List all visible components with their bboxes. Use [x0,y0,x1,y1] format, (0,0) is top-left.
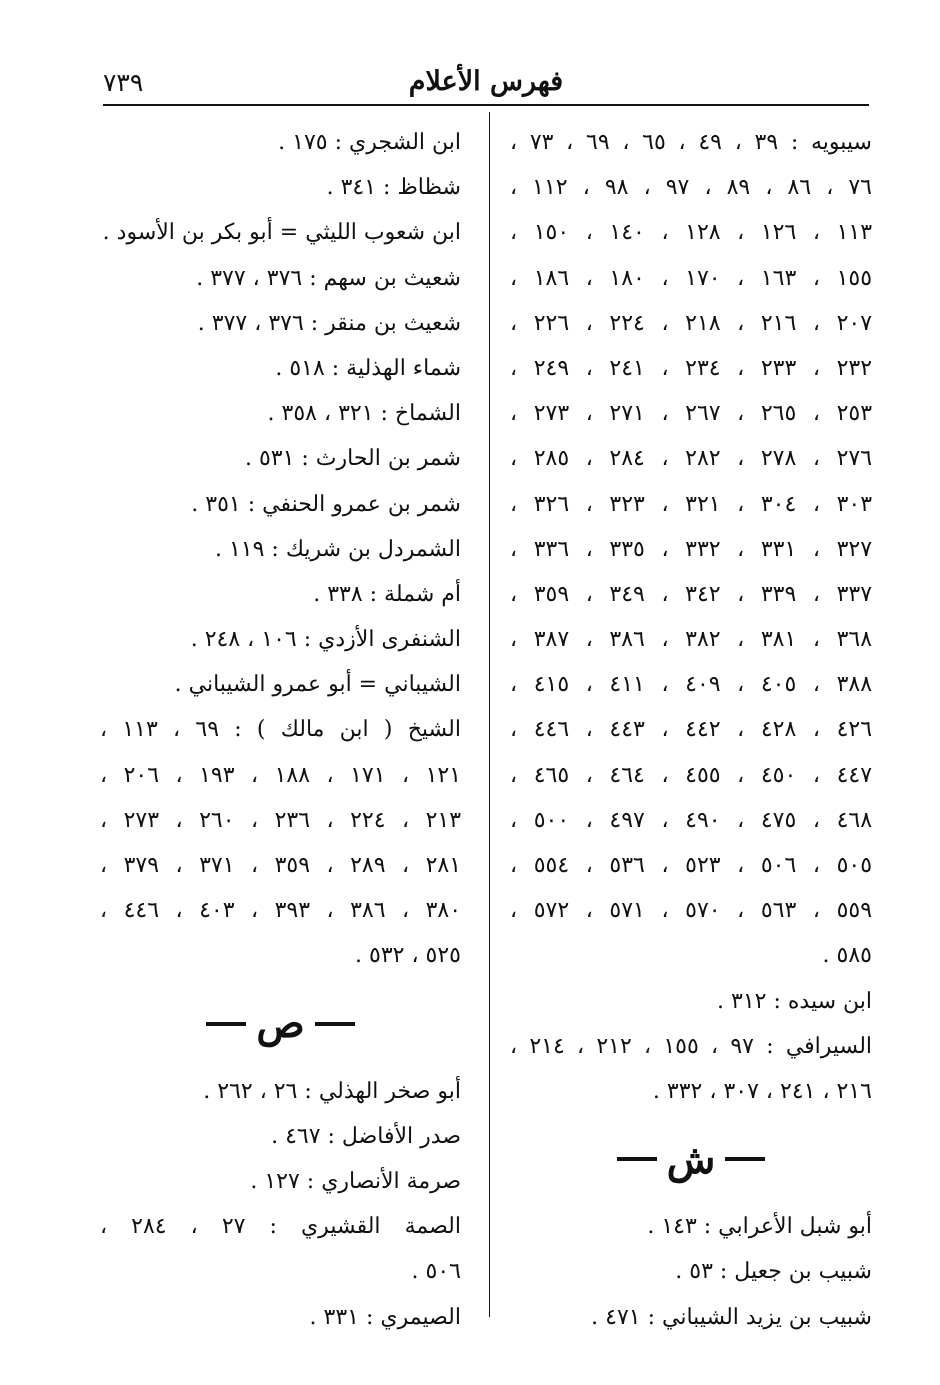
index-entry-line: ٥٨٥ . [822,943,872,969]
index-entry-line: ٣٣٧ ، ٣٣٩ ، ٣٤٢ ، ٣٤٩ ، ٣٥٩ ، [510,581,873,607]
page-header [103,66,869,106]
index-entry-line: سيبويه : ٣٩ ، ٤٩ ، ٦٥ ، ٦٩ ، ٧٣ ، [510,130,872,155]
index-entry-line: ابن سيده : ٣١٢ . [717,988,872,1014]
index-entry-line: أم شملة : ٣٣٨ . [313,581,461,607]
index-entry-line: ٤٦٨ ، ٤٧٥ ، ٤٩٠ ، ٤٩٧ ، ٥٠٠ ، [510,807,873,833]
index-entry-line: ٣٦٨ ، ٣٨١ ، ٣٨٢ ، ٣٨٦ ، ٣٨٧ ، [510,627,873,653]
index-entry-line: ٥٢٥ ، ٥٣٢ . [355,943,461,969]
index-entry-line: الشيباني = أبو عمرو الشيباني . [174,672,461,698]
index-entry-line: ٣٨٠ ، ٣٨٦ ، ٣٩٣ ، ٤٠٣ ، ٤٤٦ ، [100,898,462,924]
index-entry-line: صرمة الأنصاري : ١٢٧ . [250,1168,461,1194]
heading-dash [206,1022,246,1026]
index-entry-line: شماء الهذلية : ٥١٨ . [275,355,461,381]
index-entry-line: شعيث بن منقر : ٣٧٦ ، ٣٧٧ . [197,310,461,336]
index-entry-line: أبو شبل الأعرابي : ١٤٣ . [647,1214,872,1240]
index-entry-line: شبيب بن يزيد الشيباني : ٤٧١ . [591,1304,872,1330]
heading-dash [725,1157,765,1161]
index-entry-line: ٣٢٧ ، ٣٣١ ، ٣٣٢ ، ٣٣٥ ، ٣٣٦ ، [510,536,873,562]
index-entry-line: شبيب بن جعيل : ٥٣ . [675,1259,872,1285]
right-column [510,120,872,1340]
index-entry-line: شظاظ : ٣٤١ . [326,175,461,201]
index-entry-line: شمر بن الحارث : ٥٣١ . [244,446,461,472]
index-entry-line: شعيث بن سهم : ٣٧٦ ، ٣٧٧ . [196,265,461,291]
heading-letter: ص [256,1000,305,1048]
index-entry-line: ٢٠٧ ، ٢١٦ ، ٢١٨ ، ٢٢٤ ، ٢٢٦ ، [510,310,873,336]
page-title: فهرس الأعلام [408,66,564,97]
heading-dash [617,1157,657,1161]
index-entry-line: ١١٣ ، ١٢٦ ، ١٢٨ ، ١٤٠ ، ١٥٠ ، [510,220,873,246]
index-entry-line: ٢٥٣ ، ٢٦٥ ، ٢٦٧ ، ٢٧١ ، ٢٧٣ ، [510,401,873,427]
column-divider [489,112,490,1317]
index-entry-line: ٥٥٩ ، ٥٦٣ ، ٥٧٠ ، ٥٧١ ، ٥٧٢ ، [510,898,873,924]
index-entry-line: صدر الأفاضل : ٤٦٧ . [271,1123,461,1149]
heading-dash [315,1022,355,1026]
index-entry-line: الشنفرى الأزدي : ١٠٦ ، ٢٤٨ . [190,627,461,653]
page-number: ٧٣٩ [103,68,144,97]
heading-letter: ش [666,1135,716,1183]
index-entry-line: ابن شعوب الليثي = أبو بكر بن الأسود . [102,220,461,246]
index-entry-line: ٣٨٨ ، ٤٠٥ ، ٤٠٩ ، ٤١١ ، ٤١٥ ، [510,672,873,698]
index-entry-line: ٤٤٧ ، ٤٥٠ ، ٤٥٥ ، ٤٦٤ ، ٤٦٥ ، [510,762,873,788]
index-entry-line: ٢١٦ ، ٢٤١ ، ٣٠٧ ، ٣٣٢ . [652,1078,872,1104]
index-entry-line: ٢١٣ ، ٢٢٤ ، ٢٣٦ ، ٢٦٠ ، ٢٧٣ ، [100,807,462,833]
index-entry-line: ٢٨١ ، ٢٨٩ ، ٣٥٩ ، ٣٧١ ، ٣٧٩ ، [100,853,462,878]
index-entry-line: الشيخ ( ابن مالك ) : ٦٩ ، ١١٣ ، [100,717,461,743]
index-entry-line: ٧٦ ، ٨٦ ، ٨٩ ، ٩٧ ، ٩٨ ، ١١٢ ، [510,175,872,201]
index-entry-line: شمر بن عمرو الحنفي : ٣٥١ . [191,491,461,517]
index-entry-line: ٤٢٦ ، ٤٢٨ ، ٤٤٢ ، ٤٤٣ ، ٤٤٦ ، [510,717,873,743]
index-entry-line: ٢٣٢ ، ٢٣٣ ، ٢٣٤ ، ٢٤١ ، ٢٤٩ ، [510,355,873,381]
section-letter-heading [510,1114,872,1204]
index-entry-line: السيرافي : ٩٧ ، ١٥٥ ، ٢١٢ ، ٢١٤ ، [510,1033,873,1059]
index-entry-line: الشماخ : ٣٢١ ، ٣٥٨ . [267,401,461,427]
index-entry-line: ١٥٥ ، ١٦٣ ، ١٧٠ ، ١٨٠ ، ١٨٦ ، [510,265,873,291]
index-entry-line: الصيمري : ٣٣١ . [309,1304,461,1330]
index-entry-line: الشمردل بن شريك : ١١٩ . [214,536,461,562]
index-entry-line: ٢٧٦ ، ٢٧٨ ، ٢٨٢ ، ٢٨٤ ، ٢٨٥ ، [510,446,873,472]
left-column [100,120,461,1340]
section-letter-heading [100,979,461,1069]
index-entry-line: ٥٠٥ ، ٥٠٦ ، ٥٢٣ ، ٥٣٦ ، ٥٥٤ ، [510,853,873,878]
index-entry-line: ٥٠٦ . [411,1259,461,1285]
index-entry-line: ١٢١ ، ١٧١ ، ١٨٨ ، ١٩٣ ، ٢٠٦ ، [100,762,462,788]
index-entry-line: أبو صخر الهذلي : ٢٦ ، ٢٦٢ . [203,1078,461,1104]
index-entry-line: ابن الشجري : ١٧٥ . [278,130,461,155]
index-entry-line: الصمة القشيري : ٢٧ ، ٢٨٤ ، [100,1214,461,1240]
index-entry-line: ٣٠٣ ، ٣٠٤ ، ٣٢١ ، ٣٢٣ ، ٣٢٦ ، [510,491,873,517]
